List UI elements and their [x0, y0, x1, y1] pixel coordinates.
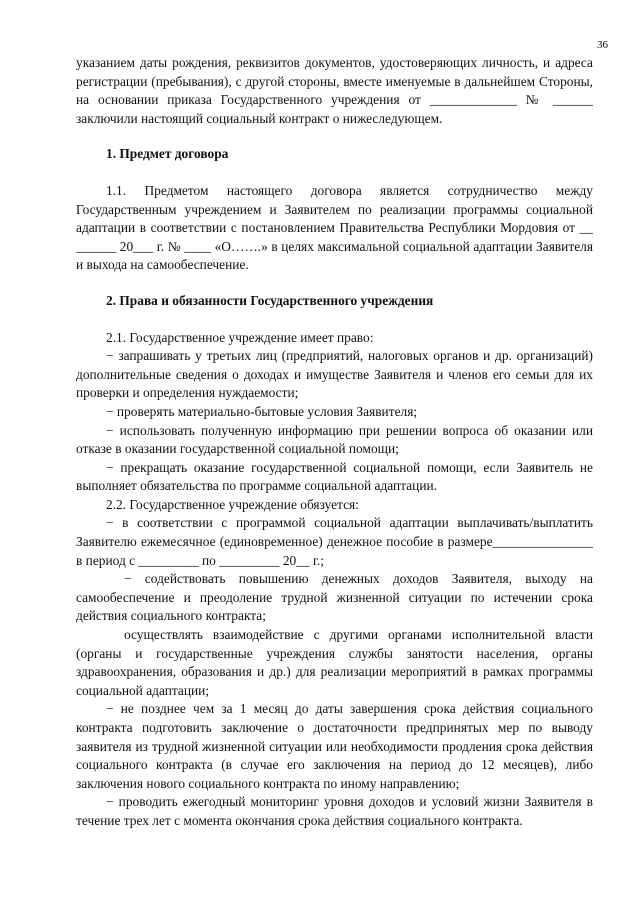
list-item-promote-income: − содействовать повышению денежных доходов Заявителя, выходу на самообеспечение и преодоление трудной жизненной ситуации по истечении срока действия социального контракта;: [76, 571, 593, 624]
list-item-request-info: − запрашивать у третьих лиц (предприятий, налоговых органов и др. организаций) дополнительные сведения о доходах и имуществе Заявителя и членов его семьи для их проверки и определения нуждаемости;: [76, 348, 593, 401]
list-item-use-info: − использовать полученную информацию при решении вопроса об оказании или отказе в оказании государственной социальной помощи;: [76, 422, 593, 457]
intro-paragraph: указанием даты рождения, реквизитов документов, удостоверяющих личность, и адреса регистрации (пребывания), с другой стороны, вместе именуемые в дальнейшем Стороны, на основании приказа Государственного учреждения от _____________ № ______ заключили настоящий социальный контракт о нижеследующем.: [76, 55, 593, 126]
list-item-pay-allowance: − в соответствии с программой социальной адаптации выплачивать/выплатить Заявителю ежемесячное (единовременное) денежное пособие в размере_______________ в период с _________ по _________ 20__ г.;: [76, 515, 593, 568]
list-item-monitoring: − проводить ежегодный мониторинг уровня доходов и условий жизни Заявителя в течение трех лет с момента окончания срока действия социального контракта.: [76, 794, 593, 828]
section-heading-1: 1. Предмет договора: [106, 146, 229, 162]
list-item-terminate-aid: − прекращать оказание государственной социальной помощи, если Заявитель не выполняет обязательства по программе социальной адаптации.: [76, 459, 593, 494]
document-body: [76, 54, 593, 831]
section-heading-2: 2. Права и обязанности Государственного учреждения: [106, 292, 434, 308]
paragraph-2-2: 2.2. Государственное учреждение обязуется:: [106, 496, 359, 512]
list-item-check-conditions: − проверять материально-бытовые условия Заявителя;: [106, 403, 418, 419]
paragraph-2-1: 2.1. Государственное учреждение имеет право:: [106, 329, 374, 345]
paragraph-1-1: 1.1. Предметом настоящего договора является сотрудничество между Государственным учреждением и Заявителем по реализации программы социальной адаптации в соответствии с постановлением Правительства Республики Мордовия от __ ______ 20___ г. № ____ «О…….» в целях максимальной социальной адаптации Заявителя и выхода на самообеспечение.: [76, 182, 593, 273]
page-number: 36: [597, 39, 608, 51]
list-item-prepare-conclusion: − не позднее чем за 1 месяц до даты завершения срока действия социального контракта подготовить заключение о достаточности предпринятых мер по выводу заявителя из трудной жизненной ситуации или необходимости продления срока действия социального контракта (в случае его заключения на период до 12 месяцев), либо заключения нового социального контракта по иному направлению;: [76, 701, 593, 791]
list-item-cooperate: осуществлять взаимодействие с другими органами исполнительной власти (органы и государственные учреждения службы занятости населения, органы здравоохранения, образования и др.) для реализации мероприятий в рамках программы социальной адаптации;: [76, 627, 593, 698]
